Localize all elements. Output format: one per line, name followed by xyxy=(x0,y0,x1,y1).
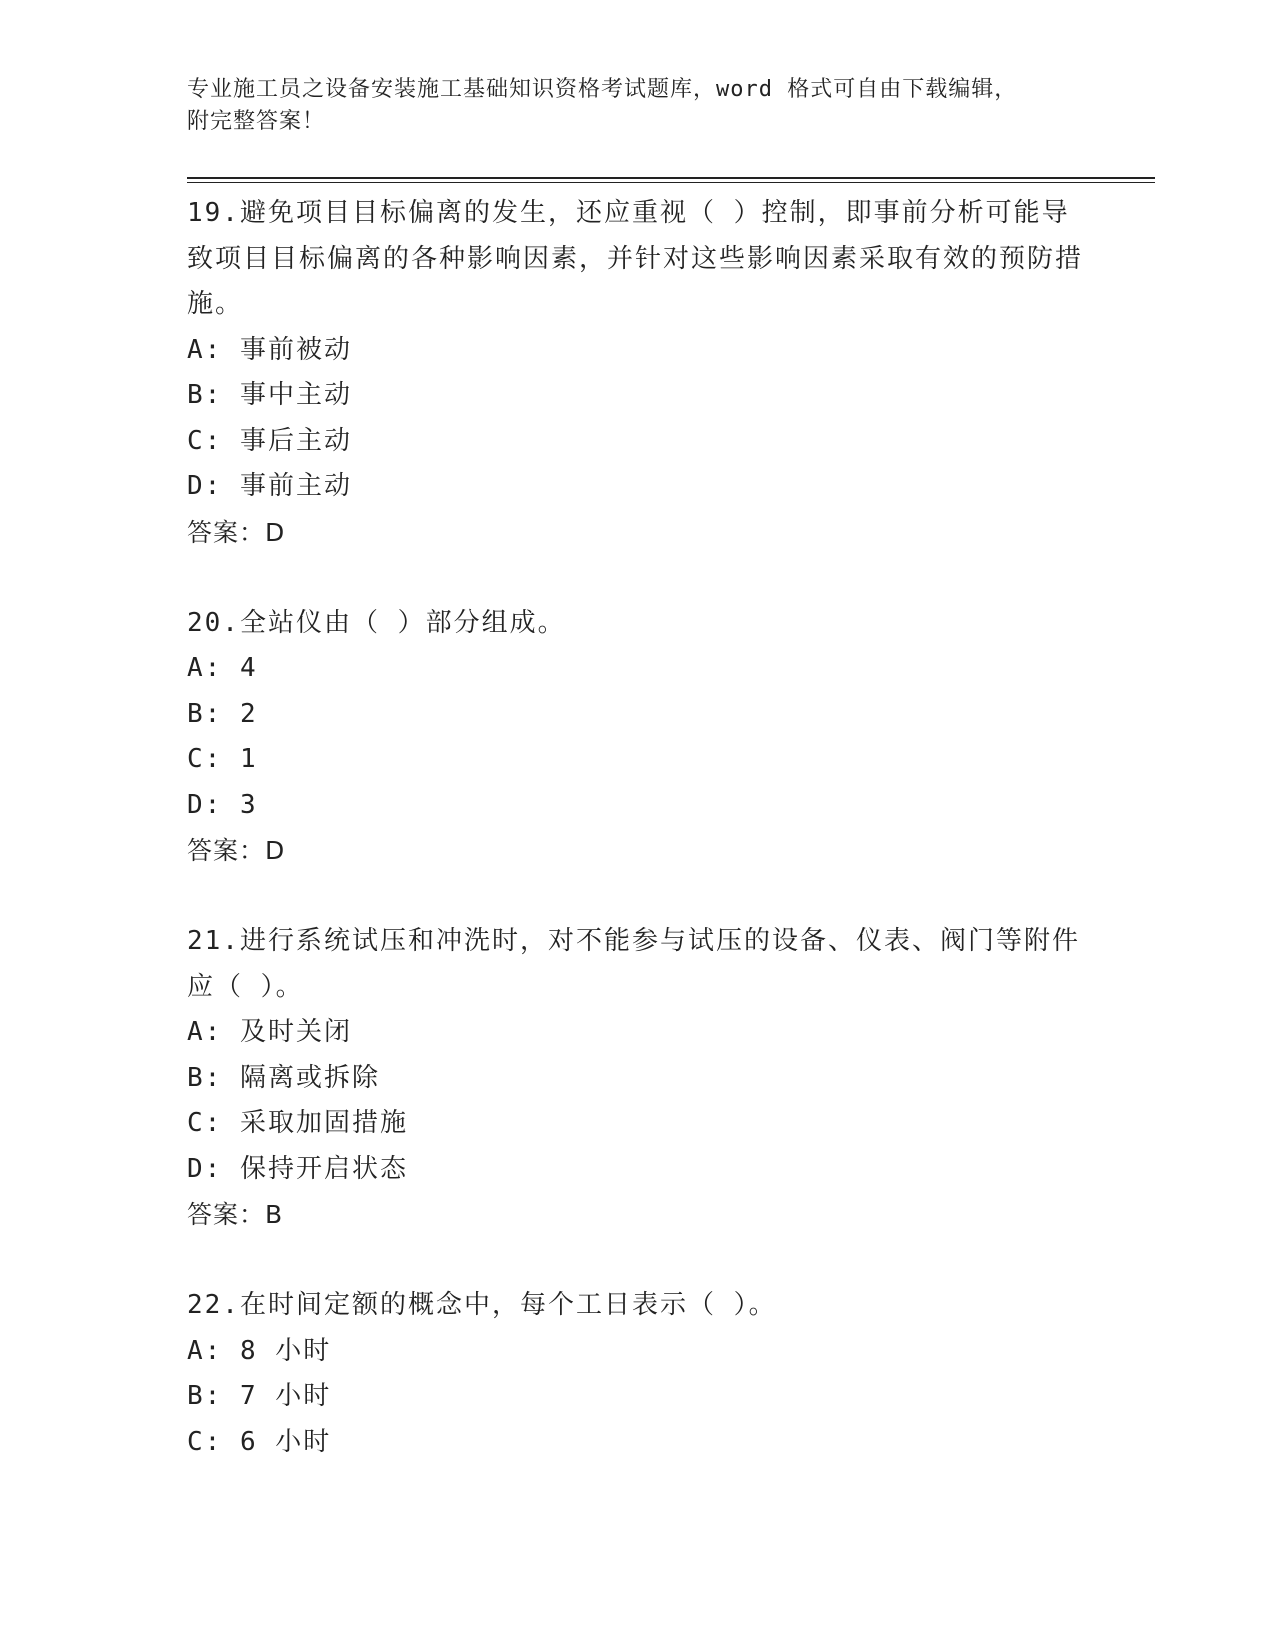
option-d: D: 保持开启状态 xyxy=(187,1153,408,1184)
question-list xyxy=(187,191,1087,1465)
option-c: C: 事后主动 xyxy=(187,425,352,456)
answer: 答案：D xyxy=(187,836,286,865)
option-a: A: 事前被动 xyxy=(187,334,352,365)
option-c: C: 采取加固措施 xyxy=(187,1108,408,1138)
answer: 答案：D xyxy=(187,517,286,547)
option-b: B: 隔离或拆除 xyxy=(187,1062,380,1093)
option-c: C: 6 小时 xyxy=(187,1426,332,1457)
option-d: D: 事前主动 xyxy=(187,471,352,501)
question-20 xyxy=(187,601,1087,874)
header-divider-thin xyxy=(187,182,1155,183)
header-line-1: 专业施工员之设备安装施工基础知识资格考试题库，word 格式可自由下载编辑， xyxy=(187,77,1018,102)
question-19 xyxy=(187,191,1087,555)
question-text: 21.进行系统试压和冲洗时，对不能参与试压的设备、仪表、阀门等附件应（ ）。 xyxy=(187,926,1080,1002)
header-divider-thick xyxy=(187,177,1155,179)
question-22 xyxy=(187,1283,1087,1465)
document-header xyxy=(187,74,1087,138)
option-b: B: 7 小时 xyxy=(187,1381,332,1411)
question-text: 20.全站仪由（ ）部分组成。 xyxy=(187,607,566,638)
option-a: A: 4 xyxy=(187,653,258,683)
question-text: 22.在时间定额的概念中，每个工日表示（ ）。 xyxy=(187,1290,777,1320)
option-b: B: 2 xyxy=(187,698,258,729)
header-line-2: 附完整答案！ xyxy=(187,109,326,134)
option-c: C: 1 xyxy=(187,744,258,774)
option-b: B: 事中主动 xyxy=(187,380,352,410)
option-a: A: 8 小时 xyxy=(187,1335,332,1366)
option-a: A: 及时关闭 xyxy=(187,1017,352,1047)
answer: 答案：B xyxy=(187,1200,284,1229)
question-text: 19.避免项目目标偏离的发生，还应重视（ ）控制，即事前分析可能导致项目目标偏离的各种影响因素，并针对这些影响因素采取有效的预防措施。 xyxy=(187,198,1084,319)
option-d: D: 3 xyxy=(187,789,258,820)
question-21 xyxy=(187,919,1087,1238)
